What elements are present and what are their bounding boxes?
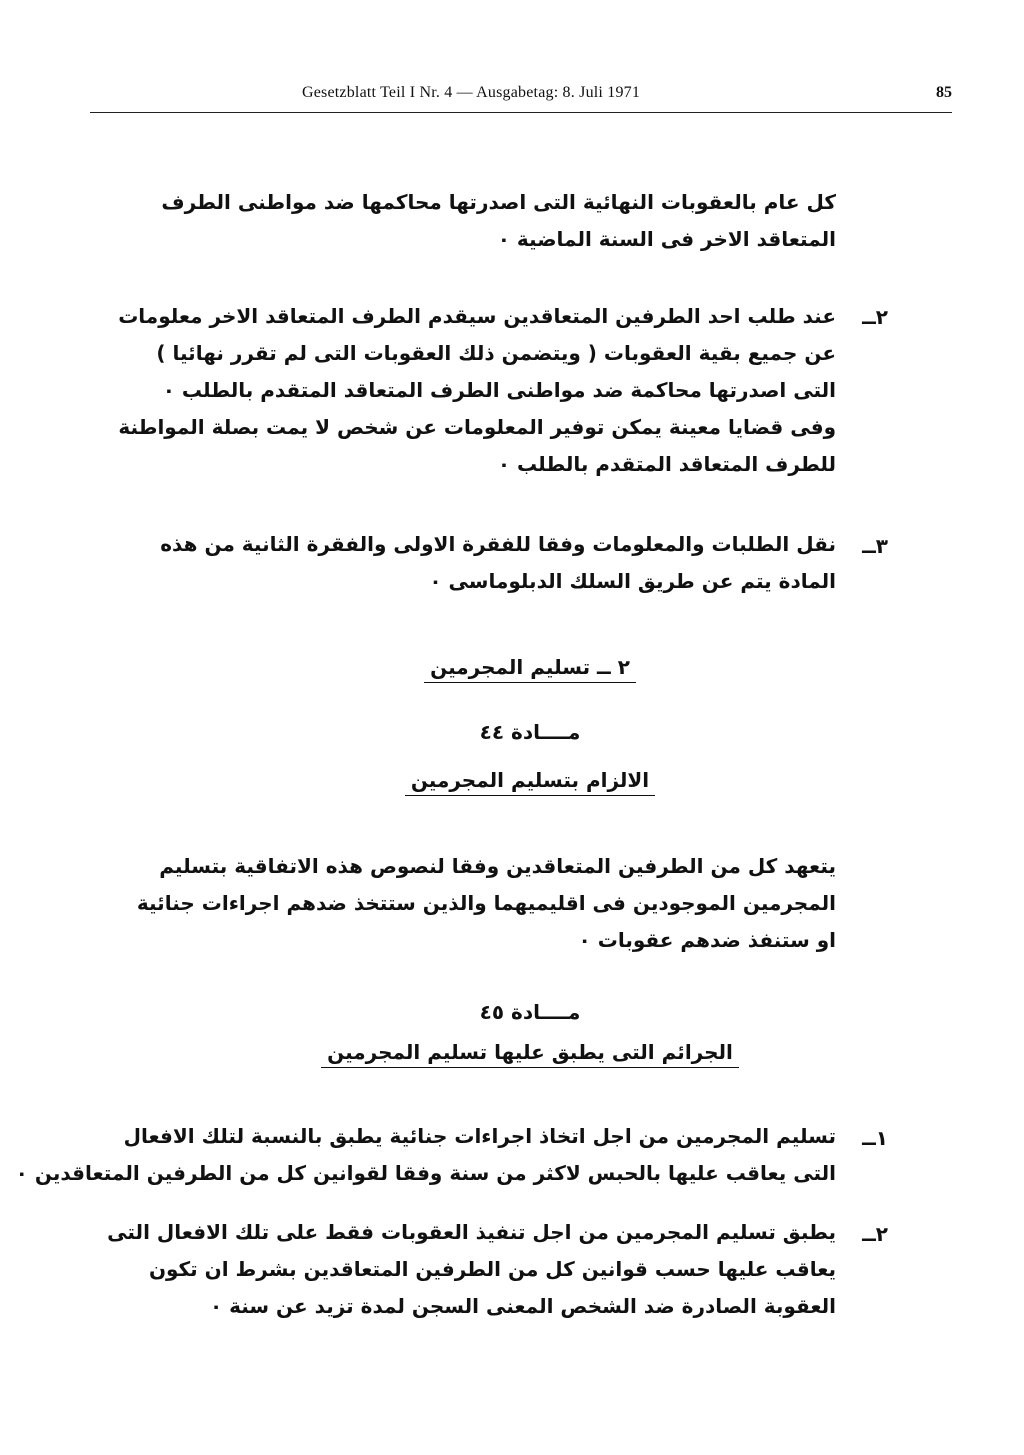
article44-heading xyxy=(360,768,700,792)
para3-line: نقل الطلبات والمعلومات وفقا للفقرة الاولى والفقرة الثانية من هذه xyxy=(160,532,836,556)
article45-heading xyxy=(320,1040,740,1064)
section-heading xyxy=(380,655,680,679)
article44-title: الالزام بتسليم المجرمين xyxy=(405,768,655,796)
article45-item2-line: يطبق تسليم المجرمين من اجل تنفيذ العقوبات فقط على تلك الافعال التى xyxy=(107,1220,836,1244)
header-title: Gesetzblatt Teil I Nr. 4 — Ausgabetag: 8. Juli 1971 xyxy=(302,84,641,101)
article44-text xyxy=(136,848,836,959)
article45-title: الجرائم التى يطبق عليها تسليم المجرمين xyxy=(321,1040,739,1068)
article45-item1-line: التى يعاقب عليها بالحبس لاكثر من سنة وفقا لقوانين كل من الطرفين المتعاقدين ٠ xyxy=(15,1161,836,1185)
article45-item2-text xyxy=(107,1214,836,1325)
article45-item1-line: تسليم المجرمين من اجل اتخاذ اجراءات جنائية يطبق بالنسبة لتلك الافعال xyxy=(123,1124,836,1148)
para3-number: ٣ــ xyxy=(862,534,888,558)
article45-item2-line: العقوبة الصادرة ضد الشخص المعنى السجن لمدة تزيد عن سنة ٠ xyxy=(209,1294,836,1318)
article44-line: يتعهد كل من الطرفين المتعاقدين وفقا لنصوص هذه الاتفاقية بتسليم xyxy=(159,854,836,878)
article44-label: مــــادة ٤٤ xyxy=(479,720,581,744)
para3-text xyxy=(160,526,836,600)
article45-item2-line: يعاقب عليها حسب قوانين كل من الطرفين المتعاقدين بشرط ان تكون xyxy=(148,1257,836,1281)
para2-line: وفى قضايا معينة يمكن توفير المعلومات عن شخص لا يمت بصلة المواطنة xyxy=(118,415,836,439)
para2-line: للطرف المتعاقد المتقدم بالطلب ٠ xyxy=(497,452,836,476)
section-title: ٢ ــ تسليم المجرمين xyxy=(424,655,636,683)
para2-line: عن جميع بقية العقوبات ( ويتضمن ذلك العقوبات التى لم تقرر نهائيا ) xyxy=(156,341,836,365)
para3-line: المادة يتم عن طريق السلك الدبلوماسى ٠ xyxy=(429,569,836,593)
para2-line: التى اصدرتها محاكمة ضد مواطنى الطرف المتعاقد المتقدم بالطلب ٠ xyxy=(162,378,836,402)
article45-item1-text xyxy=(15,1118,836,1192)
article45-item1-number: ١ــ xyxy=(862,1126,888,1150)
intro-line: كل عام بالعقوبات النهائية التى اصدرتها محاكمها ضد مواطنى الطرف xyxy=(161,190,836,214)
article44-line: او ستنفذ ضدهم عقوبات ٠ xyxy=(578,928,836,952)
article45-item2-number: ٢ــ xyxy=(862,1222,888,1246)
page-number: 85 xyxy=(936,84,952,101)
article44-line: المجرمين الموجودين فى اقليميهما والذين ستتخذ ضدهم اجراءات جنائية xyxy=(136,891,836,915)
para2-line: عند طلب احد الطرفين المتعاقدين سيقدم الطرف المتعاقد الاخر معلومات xyxy=(118,304,836,328)
page-header xyxy=(90,82,952,113)
para2-number: ٢ــ xyxy=(862,305,888,329)
article45-label: مــــادة ٤٥ xyxy=(479,1000,581,1024)
intro-paragraph xyxy=(161,184,836,258)
para2-text xyxy=(118,298,836,483)
intro-line: المتعاقد الاخر فى السنة الماضية ٠ xyxy=(497,227,836,251)
